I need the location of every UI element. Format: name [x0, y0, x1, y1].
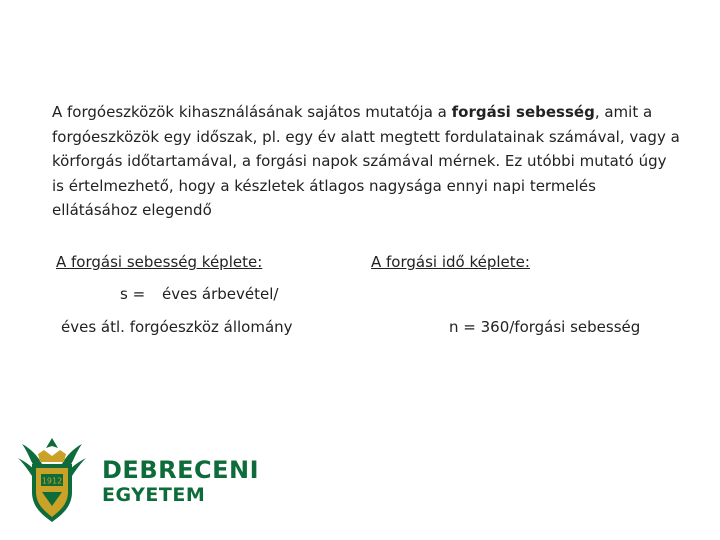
formula-numerator: éves árbevétel/ — [162, 285, 279, 303]
formula-denominator: éves átl. forgóeszköz állomány — [61, 318, 293, 336]
formula-lhs: s = — [120, 285, 146, 303]
university-logo — [14, 434, 260, 526]
paragraph-text-1: A forgóeszközök kihasználásának sajátos mutatója a — [52, 103, 452, 121]
paragraph-bold-term: forgási sebesség — [451, 103, 595, 121]
right-formula: n = 360/forgási sebesség — [449, 318, 641, 336]
crest-year: 1912 — [41, 476, 63, 486]
paragraph-text-2: , amit a forgóeszközök egy időszak, pl. egy év alatt megtett fordulatainak számával, vagy a körforgás időtartamával, a forgási napok számával mérnek. Ez utóbbi mutató úgy is értelmezhető, hogy a készletek átlagos nagysága ennyi napi termelés ellátásához elegendő — [52, 103, 680, 219]
logo-line2: EGYETEM — [102, 484, 206, 506]
crest-icon — [14, 434, 90, 526]
left-formula-heading: A forgási sebesség képlete: — [56, 253, 263, 271]
body-paragraph — [52, 100, 682, 223]
right-formula-heading: A forgási idő képlete: — [371, 253, 530, 271]
logo-line1: DEBRECENI — [102, 456, 260, 484]
